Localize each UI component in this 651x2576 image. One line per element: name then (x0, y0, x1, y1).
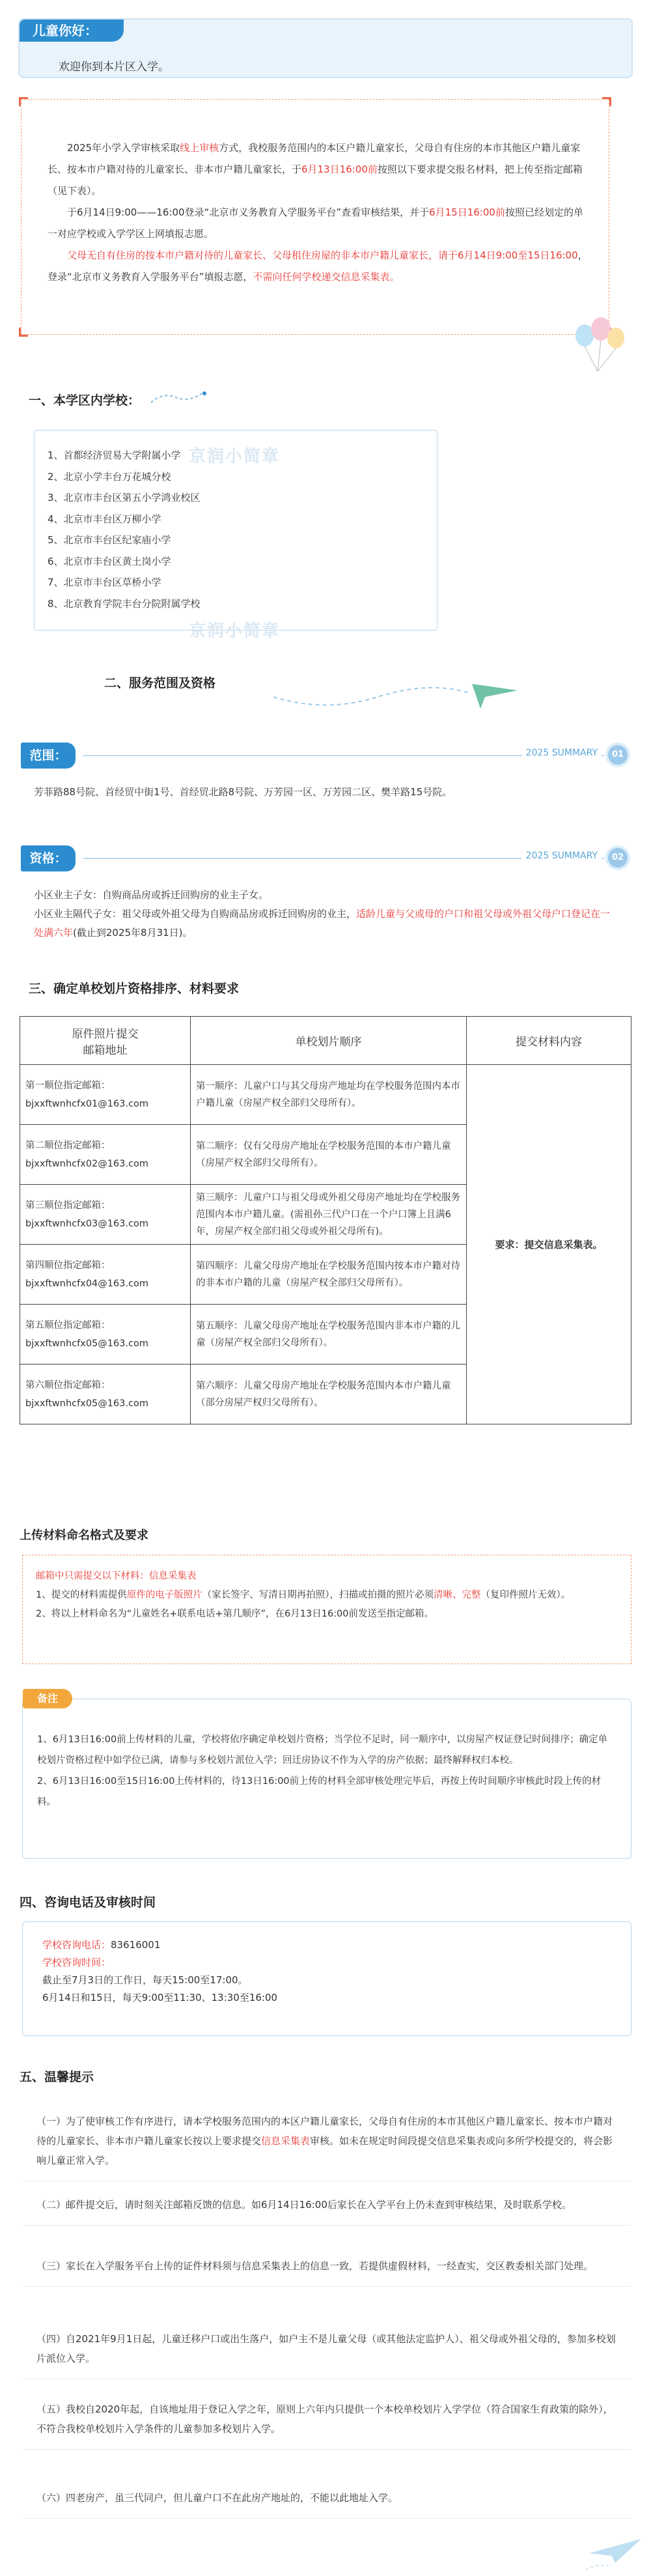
balloons-icon (565, 309, 637, 375)
greeting-tag: 儿童你好： (20, 20, 124, 42)
table-cell-requirement: 要求：提交信息采集表。 (467, 1065, 631, 1424)
paper-plane-icon (586, 2534, 644, 2573)
tip-item: （五）我校自2020年起，自该地址用于登记入学之年，原则上六年内只提供一个本校单校划片入学学位（符合国家生育政策的除外），不符合我校单校划片入学条件的儿童参加多校划片入学。 (22, 2389, 631, 2450)
range-text: 芳菲路88号院、首经贸中街1号、首经贸北路8号院、万芳园一区、万芳园二区、樊羊路15号院。 (34, 786, 452, 798)
range-tag: 范围： (21, 743, 76, 769)
school-item: 8、北京教育学院丰台分院附属学校 (48, 597, 201, 610)
time-label: 学校咨询时间： (42, 1957, 111, 1968)
table-header: 原件照片提交 邮箱地址 (20, 1017, 191, 1065)
notice-paragraph: 父母无自有住房的按本市户籍对待的儿童家长、父母租住房屋的非本市户籍儿童家长，请于6月14日9:00至15日16:00，登录“北京市义务教育入学服务平台”填报志愿，不需向任何学校递交信息采集表。 (48, 249, 588, 283)
range-number-badge: 01 (605, 743, 630, 767)
summary-label: 2025 SUMMARY (522, 748, 602, 758)
school-item: 6、北京市丰台区黄土岗小学 (48, 555, 171, 567)
section3-title: 三、确定单校划片资格排序、材料要求 (29, 982, 240, 996)
table-row (20, 1065, 631, 1125)
table-cell-email: 第六顺位指定邮箱：bjxxftwnhcfx05@163.com (20, 1365, 191, 1424)
table-cell-order: 第二顺序：仅有父母房产地址在学校服务范围的本市户籍儿童（房屋产权全部归父母所有）。 (191, 1125, 467, 1185)
notice-body (48, 137, 592, 288)
qualify-line: 小区业主隔代子女：祖父母或外祖父母为自购商品房或拆迁回购房的业主，适龄儿童与父或母的户口和祖父母或外祖父母户口登记在一处满六年(截止到2025年8月31日)。 (34, 908, 611, 939)
corner-decoration (19, 328, 28, 337)
upload-requirements-box (22, 1555, 631, 1664)
paper-plane-trail-icon (273, 677, 521, 716)
corner-decoration (19, 97, 28, 106)
qualify-bar (21, 845, 630, 871)
section2-title: 二、服务范围及资格 (104, 676, 216, 690)
table-cell-order: 第四顺序：儿童父母房产地址在学校服务范围内按本市户籍对待的非本市户籍的儿童（房屋产权全部归父母所有）。 (191, 1245, 467, 1305)
qualify-number-badge: 02 (605, 845, 630, 870)
watermark: 京润小简章 (189, 447, 281, 466)
qualify-line: 小区业主子女：自购商品房或拆迁回购房的业主子女。 (34, 889, 269, 901)
watermark: 京润小简章 (189, 621, 281, 641)
notice-paragraph: 于6月14日9:00——16:00登录“北京市义务教育入学服务平台”查看审核结果，并于6月15日16:00前按照已经划定的单一对应学校或入学学区上网填报志愿。 (48, 206, 583, 240)
table-cell-email: 第四顺位指定邮箱：bjxxftwnhcfx04@163.com (20, 1245, 191, 1305)
time-line: 6月14日和15日，每天9:00至11:30、13:30至16:00 (42, 1992, 278, 2003)
table-cell-order: 第六顺序：儿童父母房产地址在学校服务范围内本市户籍儿童（部分房屋产权归父母所有）。 (191, 1365, 467, 1424)
tip-item: （二）邮件提交后，请时刻关注邮箱反馈的信息。如6月14日16:00后家长在入学平台上仍未查到审核结果，及时联系学校。 (22, 2185, 631, 2226)
table-header-row (20, 1017, 631, 1065)
squiggle-decoration (150, 388, 208, 408)
section5-title: 五、温馨提示 (20, 2070, 94, 2084)
school-item: 1、首都经济贸易大学附属小学 (48, 449, 181, 461)
table-cell-email: 第一顺位指定邮箱：bjxxftwnhcfx01@163.com (20, 1065, 191, 1125)
section1-title: 一、本学区内学校： (29, 393, 141, 408)
qualification-table (20, 1016, 631, 1424)
greeting-text: 欢迎你到本片区入学。 (59, 61, 169, 74)
tip-item: （四）自2021年9月1日起，儿童迁移户口或出生落户，如户主不是儿童父母（或其他法定监护人）、祖父母或外祖父母的，参加多校划片派位入学。 (22, 2319, 631, 2379)
tip-item: （三）家长在入学服务平台上传的证件材料须与信息采集表上的信息一致，若提供虚假材料，一经查实，交区教委相关部门处理。 (22, 2246, 631, 2287)
range-bar (21, 743, 630, 769)
table-cell-email: 第二顺位指定邮箱：bjxxftwnhcfx02@163.com (20, 1125, 191, 1185)
note-item: 2、6月13日16:00至15日16:00上传材料的，待13日16:00前上传的材料全部审核处理完毕后，再按上传时间顺序审核此时段上传的材料。 (37, 1776, 602, 1807)
summary-label: 2025 SUMMARY (522, 851, 602, 861)
phone-label: 学校咨询电话： (42, 1939, 111, 1951)
greeting-card (18, 18, 633, 78)
table-header: 单校划片顺序 (191, 1017, 467, 1065)
upload-line: 邮箱中只需提交以下材料：信息采集表 (36, 1571, 197, 1581)
note-item: 1、6月13日16:00前上传材料的儿童，学校将依序确定单校划片资格；当学位不足时，同一顺序中，以房屋产权证登记时间排序；确定单校划片资格过程中如学位已满，请参与多校划片派位入学；回迁房协议不作为入学的房产依据；最终解释权归本校。 (37, 1734, 608, 1766)
table-header: 提交材料内容 (467, 1017, 631, 1065)
notes-tag: 备注 (23, 1689, 72, 1708)
upload-title: 上传材料命名格式及要求 (20, 1529, 148, 1542)
phone-number: 83616001 (111, 1939, 161, 1951)
table-cell-order: 第一顺序：儿童户口与其父母房产地址均在学校服务范围内本市户籍儿童（房屋产权全部归父母所有）。 (191, 1065, 467, 1125)
section4-title: 四、咨询电话及审核时间 (20, 1895, 156, 1910)
upload-line: 1、提交的材料需提供原件的电子版照片（家长签字、写清日期再拍照），扫描或拍摄的照片必须清晰、完整（复印件照片无效）。 (36, 1590, 571, 1600)
qualify-text (34, 886, 620, 942)
table-cell-email: 第五顺位指定邮箱：bjxxftwnhcfx05@163.com (20, 1305, 191, 1365)
upload-line: 2、将以上材料命名为“儿童姓名+联系电话+第几顺序”，在6月13日16:00前发送至指定邮箱。 (36, 1609, 434, 1619)
qualify-tag: 资格： (21, 845, 76, 871)
notes-box (22, 1692, 631, 1859)
school-item: 4、北京市丰台区万柳小学 (48, 513, 161, 525)
phone-line (42, 1936, 611, 1954)
time-line: 截止至7月3日的工作日，每天15:00至17:00。 (42, 1974, 248, 1986)
table-cell-order: 第三顺序：儿童户口与祖父母或外祖父母房产地址均在学校服务范围内本市户籍儿童。(需祖孙三代户口在一个户口簿上且满6年，房屋产权全部归祖父母或外祖父母所有)。 (191, 1185, 467, 1245)
corner-decoration (602, 97, 611, 106)
tip-item: （六）四老房产，虽三代同户，但儿童户口不在此房产地址的，不能以此地址入学。 (22, 2478, 631, 2519)
school-item: 7、北京市丰台区草桥小学 (48, 576, 161, 588)
notice-box (21, 99, 609, 335)
school-item: 3、北京市丰台区第五小学鸿业校区 (48, 492, 201, 503)
notice-paragraph: 2025年小学入学审核采取线上审核方式，我校服务范围内的本区户籍儿童家长，父母自有住房的本市其他区户籍儿童家长、按本市户籍对待的儿童家长、非本市户籍儿童家长，于6月13日16:00前按照以下要求提交报名材料，把上传至指定邮箱（见下表）。 (48, 142, 583, 197)
school-item: 5、北京市丰台区纪家庙小学 (48, 534, 171, 546)
tip-item: （一）为了使审核工作有序进行，请本学校服务范围内的本区户籍儿童家长，父母自有住房的本市其他区户籍儿童家长、按本市户籍对待的儿童家长、非本市户籍儿童家长按以上要求提交信息采集表审核。如未在规定时间段提交信息采集表或向多所学校提交的，将会影响儿童正常入学。 (22, 2101, 631, 2181)
school-item: 2、北京小学丰台万花城分校 (48, 470, 171, 483)
table-cell-email: 第三顺位指定邮箱：bjxxftwnhcfx03@163.com (20, 1185, 191, 1245)
table-cell-order: 第五顺序：儿童父母房产地址在学校服务范围内非本市户籍的儿童（房屋产权全部归父母所有）。 (191, 1305, 467, 1365)
consult-box (22, 1921, 631, 2036)
